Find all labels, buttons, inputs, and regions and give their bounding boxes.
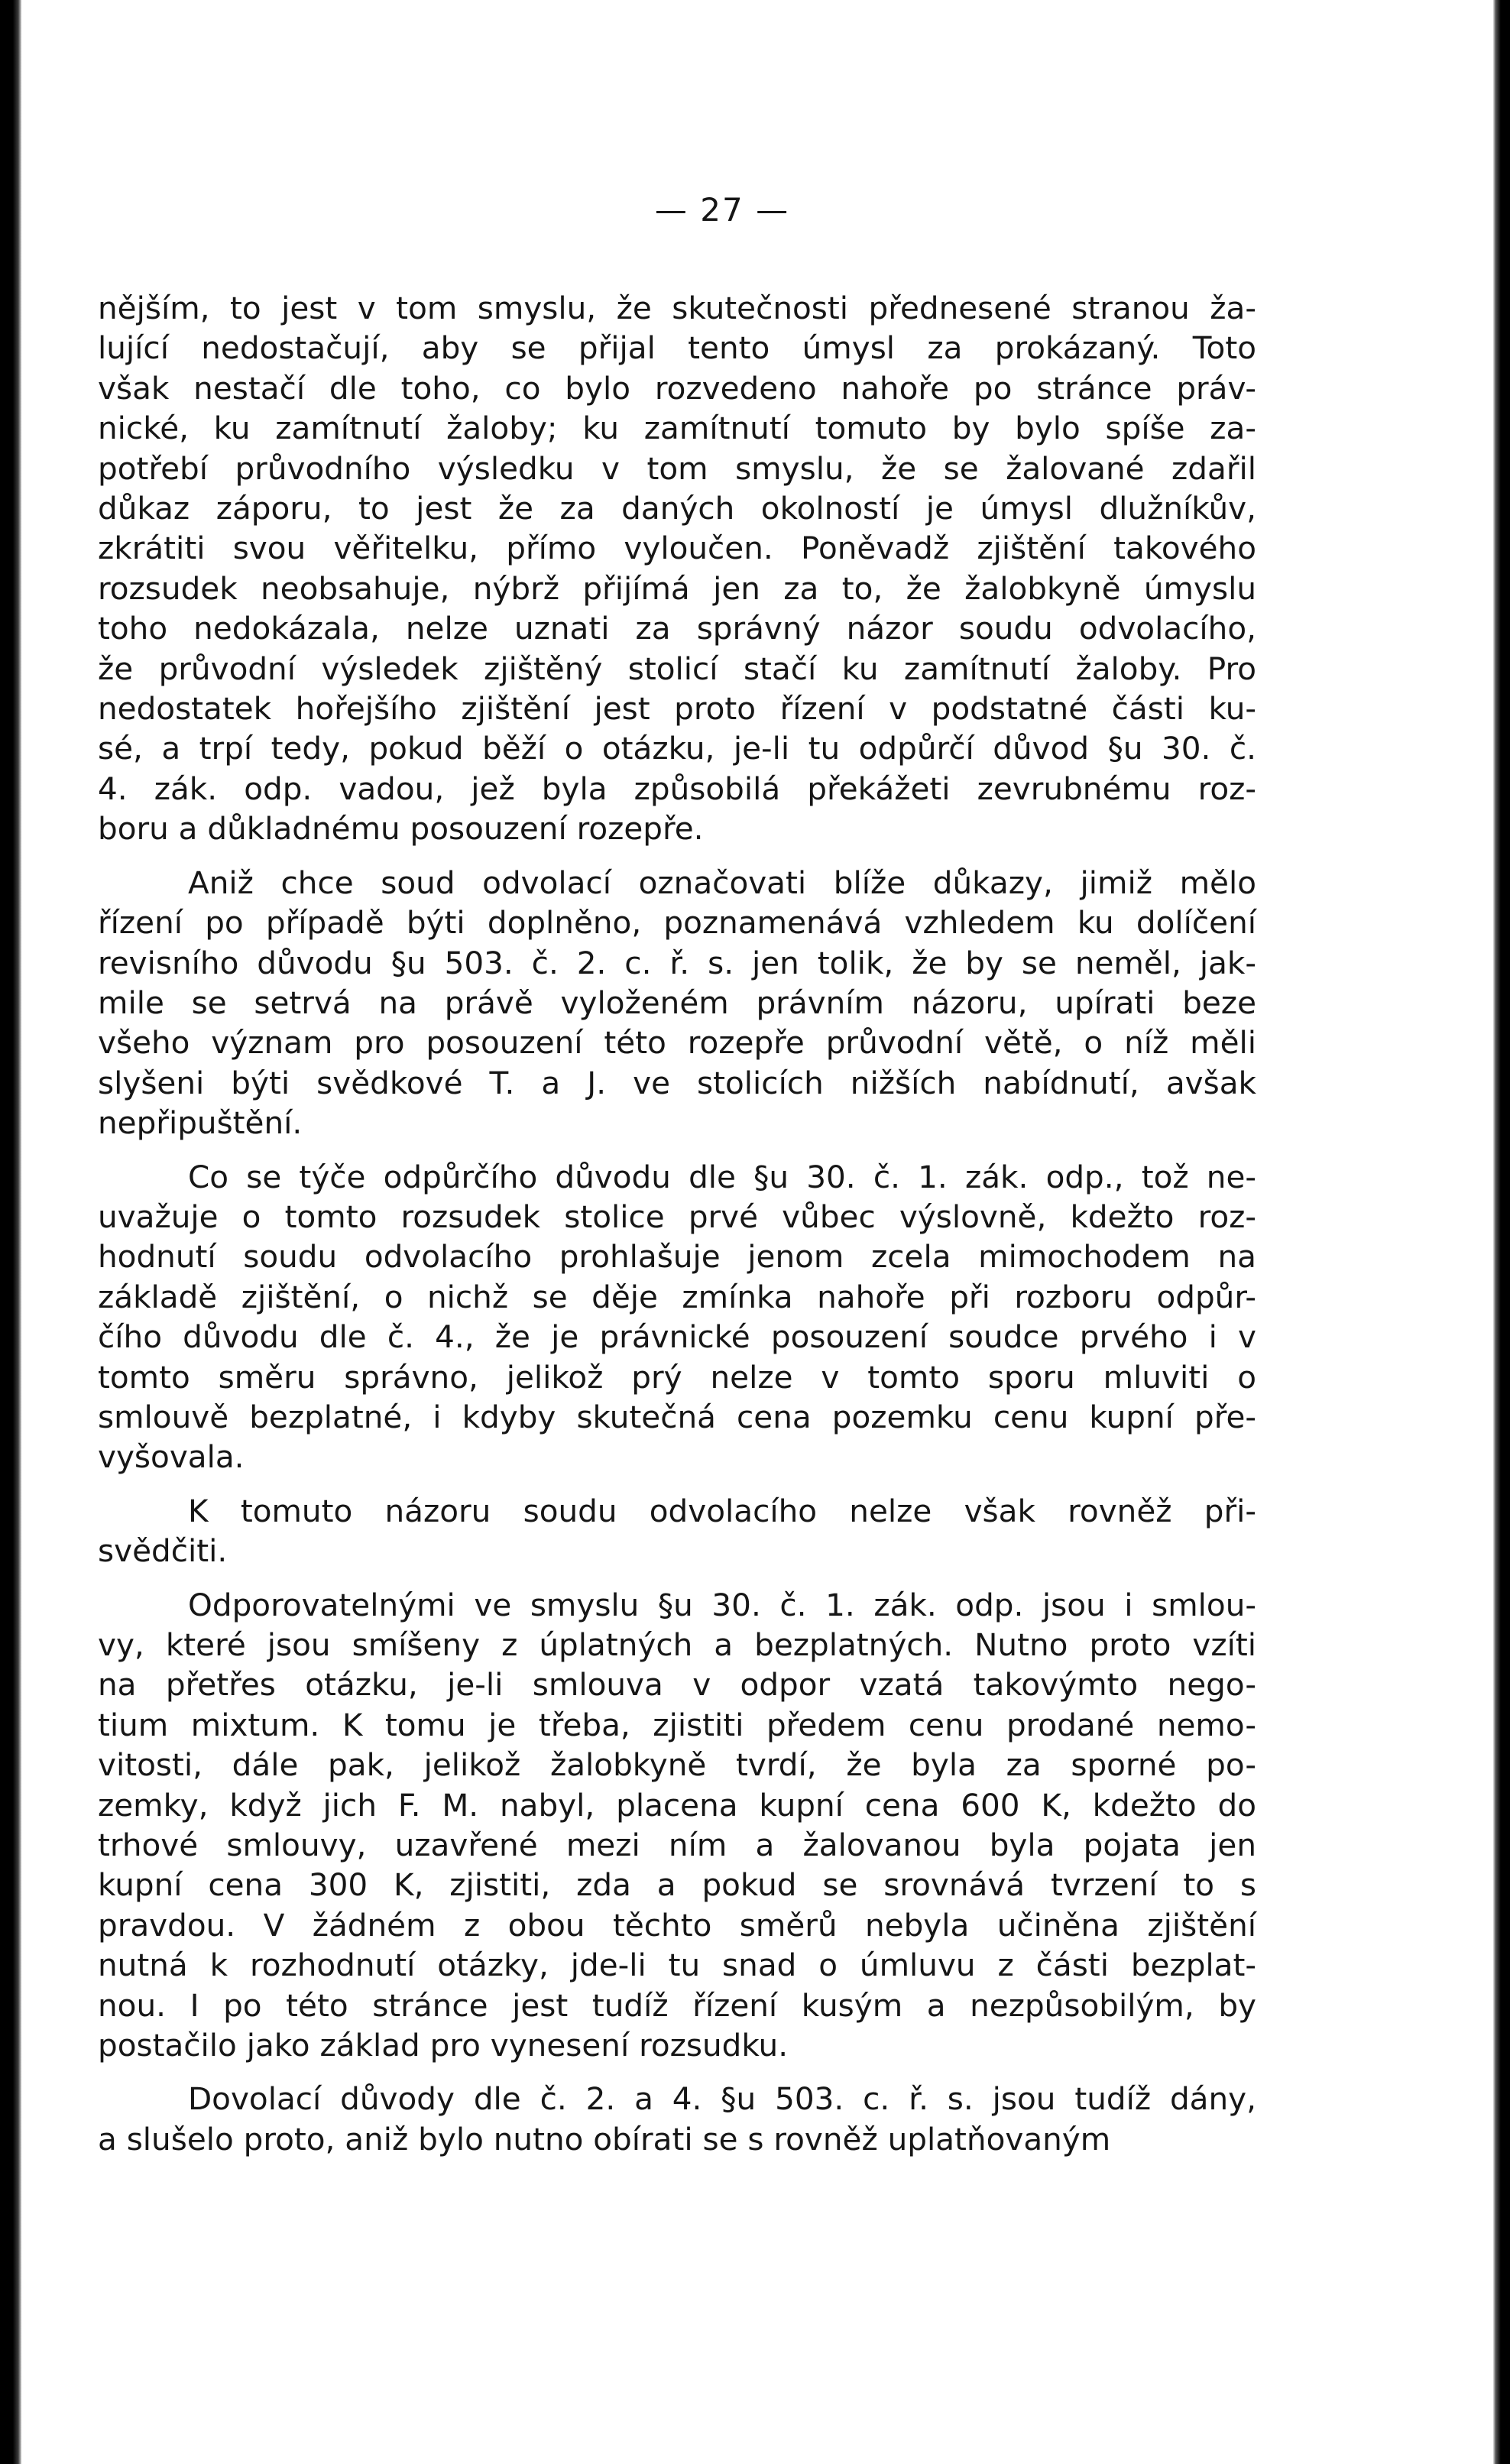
text-line: slyšeni býti svědkové T. a J. ve stolicích nižších nabídnutí, avšak (98, 1064, 1256, 1101)
text-line: sé, a trpí tedy, pokud běží o otázku, je-li tu odpůrčí důvod §u 30. č. (98, 730, 1256, 767)
text-line: tomto směru správno, jelikož prý nelze v tomto sporu mluviti o (98, 1358, 1256, 1396)
paragraph (98, 288, 1256, 849)
scan-edge-left (0, 0, 21, 2464)
text-line: nějším, to jest v tom smyslu, že skutečnosti přednesené stranou ža- (98, 290, 1256, 326)
text-line: vitosti, dále pak, jelikož žalobkyně tvrdí, že byla za sporné po- (98, 1746, 1256, 1784)
text-line: pravdou. V žádném z obou těchto směrů nebyla učiněna zjištění (98, 1906, 1256, 1944)
text-line: kupní cena 300 K, zjistiti, zda a pokud se srovnává tvrzení to s (98, 1866, 1256, 1904)
text-line: základě zjištění, o nichž se děje zmínka nahoře při rozboru odpůr- (98, 1278, 1256, 1315)
text-line: svědčiti. (98, 1532, 228, 1570)
paragraph-gap (98, 1571, 1256, 1585)
text-line: trhové smlouvy, uzavřené mezi ním a žalovanou byla pojata jen (98, 1827, 1256, 1864)
text-line: na přetřes otázku, je-li smlouva v odpor vzatá takovýmto nego- (98, 1666, 1256, 1704)
page-number: — 27 — (654, 191, 790, 229)
paragraph-gap (98, 2065, 1256, 2079)
text-line: však nestačí dle toho, co bylo rozvedeno nahoře po stránce práv- (98, 369, 1256, 407)
paragraph (98, 1491, 1256, 1571)
text-line: Co se týče odpůrčího důvodu dle §u 30. č. 1. zák. odp., tož ne- (188, 1158, 1256, 1195)
text-line: nepřipuštění. (98, 1104, 303, 1142)
text-line: hodnutí soudu odvolacího prohlašuje jenom zcela mimochodem na (98, 1238, 1256, 1276)
text-line: mile se setrvá na právě vyloženém právním názoru, upírati beze (98, 984, 1256, 1021)
body-text (98, 288, 1256, 2159)
paragraph (98, 1585, 1256, 2066)
text-line: všeho význam pro posouzení této rozepře průvodní větě, o níž měli (98, 1024, 1256, 1062)
text-line: zemky, když jich F. M. nabyl, placena kupní cena 600 K, kdežto do (98, 1786, 1256, 1824)
text-line: lující nedostačují, aby se přijal tento úmysl za prokázaný. Toto (98, 329, 1256, 367)
text-line: 4. zák. odp. vadou, jež byla způsobilá překážeti zevrubnému roz- (98, 770, 1256, 807)
text-line: Odporovatelnými ve smyslu §u 30. č. 1. zák. odp. jsou i smlou- (188, 1586, 1256, 1623)
text-line: tium mixtum. K tomu je třeba, zjistiti předem cenu prodané nemo- (98, 1706, 1256, 1743)
text-line: řízení po případě býti doplněno, poznamenává vzhledem ku dolíčení (98, 904, 1256, 942)
text-line: smlouvě bezplatné, i kdyby skutečná cena pozemku cenu kupní pře- (98, 1398, 1256, 1435)
document-page (98, 191, 1256, 2159)
text-line: nedostatek hořejšího zjištění jest proto řízení v podstatné části ku- (98, 690, 1256, 728)
text-line: toho nedokázala, nelze uznati za správný názor soudu odvolacího, (98, 610, 1256, 647)
text-line: K tomuto názoru soudu odvolacího nelze však rovněž při- (188, 1492, 1256, 1529)
text-line: Aniž chce soud odvolací označovati blíže důkazy, jimiž mělo (188, 864, 1256, 901)
text-line: a slušelo proto, aniž bylo nutno obírati se s rovněž uplatňovaným (98, 2120, 1111, 2158)
text-line: nické, ku zamítnutí žaloby; ku zamítnutí tomuto by bylo spíše za- (98, 410, 1256, 447)
paragraph-gap (98, 1477, 1256, 1491)
text-line: zkrátiti svou věřitelku, přímo vyloučen. Poněvadž zjištění takového (98, 530, 1256, 567)
text-line: čího důvodu dle č. 4., že je právnické posouzení soudce prvého i v (98, 1318, 1256, 1356)
paragraph (98, 863, 1256, 1143)
text-line: potřebí průvodního výsledku v tom smyslu, že se žalované zdařil (98, 449, 1256, 487)
scan-edge-right (1493, 0, 1510, 2464)
text-line: vyšovala. (98, 1438, 245, 1476)
paragraph-gap (98, 849, 1256, 863)
text-line: důkaz záporu, to jest že za daných okolností je úmysl dlužníkův, (98, 490, 1256, 527)
text-line: vy, které jsou smíšeny z úplatných a bezplatných. Nutno proto vzíti (98, 1626, 1256, 1663)
text-line: nutná k rozhodnutí otázky, jde-li tu snad o úmluvu z části bezplat- (98, 1947, 1256, 1984)
text-line: rozsudek neobsahuje, nýbrž přijímá jen za to, že žalobkyně úmyslu (98, 569, 1256, 607)
text-line: revisního důvodu §u 503. č. 2. c. ř. s. jen tolik, že by se neměl, jak- (98, 944, 1256, 981)
paragraph-gap (98, 1143, 1256, 1157)
paragraph (98, 1157, 1256, 1477)
text-line: boru a důkladnému posouzení rozepře. (98, 810, 704, 848)
text-line: uvažuje o tomto rozsudek stolice prvé vůbec výslovně, kdežto roz- (98, 1198, 1256, 1235)
text-line: Dovolací důvody dle č. 2. a 4. §u 503. c. ř. s. jsou tudíž dány, (188, 2080, 1256, 2118)
text-line: že průvodní výsledek zjištěný stolicí stačí ku zamítnutí žaloby. Pro (98, 650, 1256, 687)
paragraph (98, 2079, 1256, 2159)
text-line: nou. I po této stránce jest tudíž řízení kusým a nezpůsobilým, by (98, 1986, 1256, 2024)
text-line: postačilo jako základ pro vynesení rozsudku. (98, 2027, 789, 2064)
